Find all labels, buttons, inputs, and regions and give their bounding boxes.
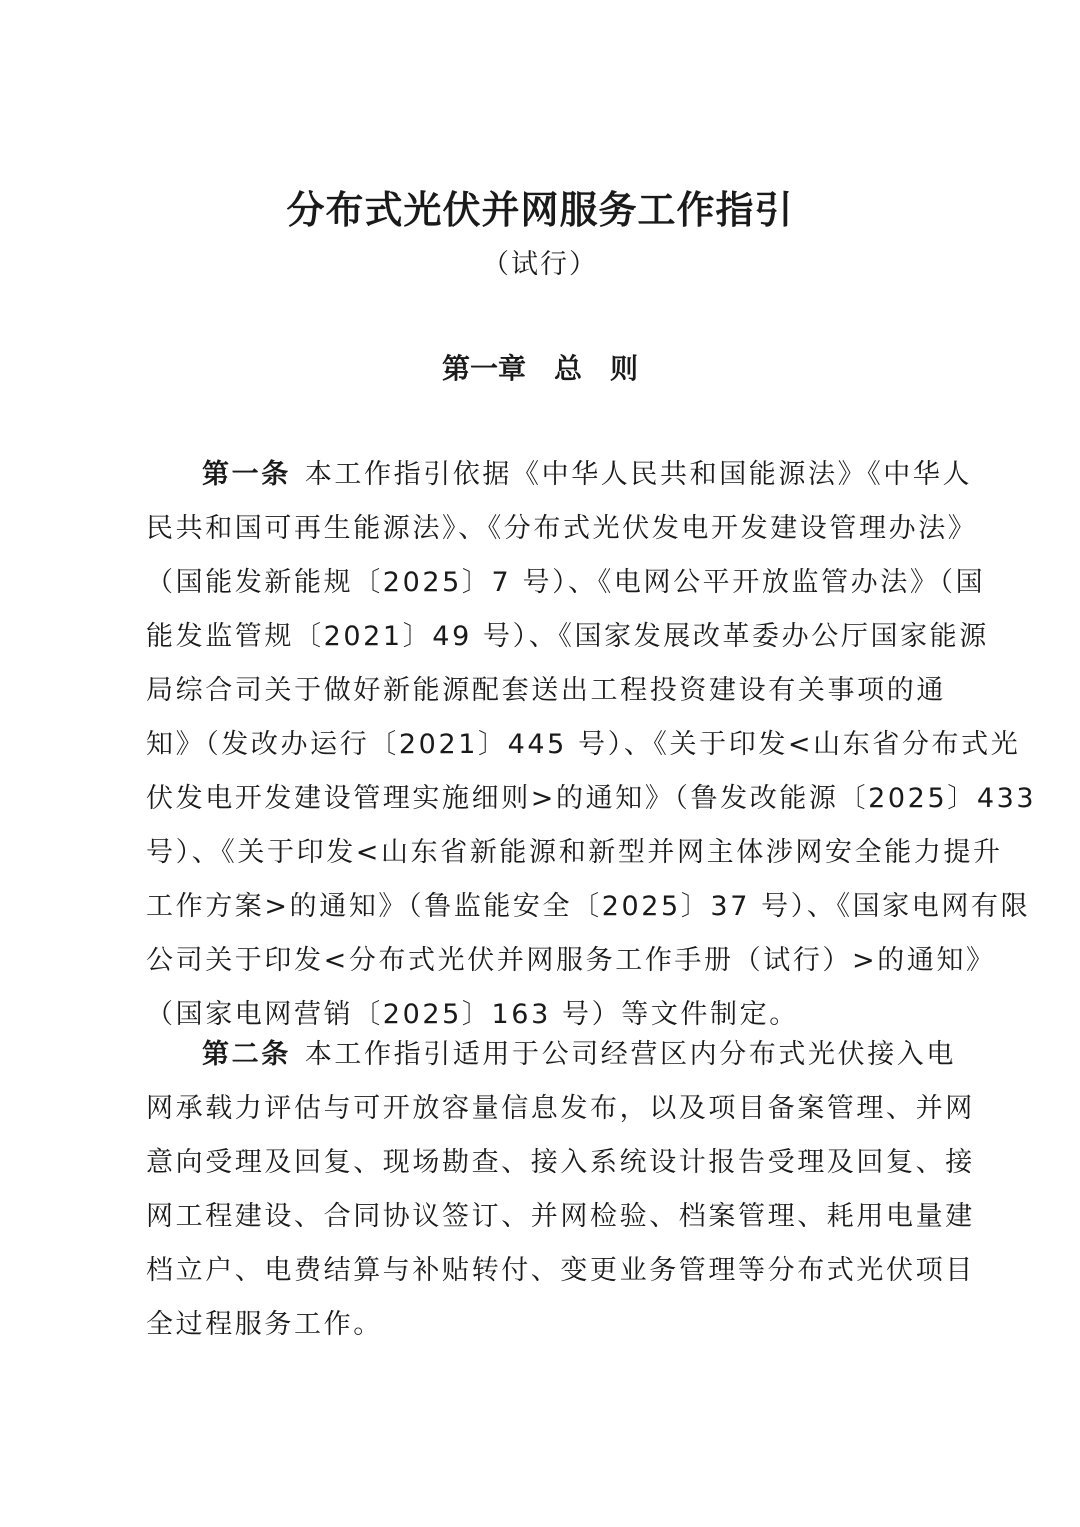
document-subtitle: （试行） xyxy=(482,249,598,280)
article-2-label: 第二条 xyxy=(202,1039,291,1070)
document-title: 分布式光伏并网服务工作指引 xyxy=(286,187,794,232)
article-1-line-11: （国家电网营销〔2025〕163 号）等文件制定。 xyxy=(146,999,799,1030)
article-2-line-6: 全过程服务工作。 xyxy=(146,1309,383,1340)
article-2-line-3: 意向受理及回复、现场勘查、接入系统设计报告受理及回复、接 xyxy=(146,1147,975,1178)
article-1-line-4: 能发监管规〔2021〕49 号）、《国家发展改革委办公厅国家能源 xyxy=(146,621,989,652)
article-1-label: 第一条 xyxy=(202,459,291,490)
article-1-line-9: 工作方案>的通知》（鲁监能安全〔2025〕37 号）、《国家电网有限 xyxy=(146,891,1031,922)
article-1-line-6: 知》（发改办运行〔2021〕445 号）、《关于印发<山东省分布式光 xyxy=(146,729,1021,760)
article-2-line-1-text: 本工作指引适用于公司经营区内分布式光伏接入电 xyxy=(304,1039,957,1070)
chapter-title: 第一章 总 则 xyxy=(441,352,638,385)
article-1 xyxy=(146,448,1037,1042)
article-2 xyxy=(146,1028,975,1352)
article-2-line-5: 档立户、电费结算与补贴转付、变更业务管理等分布式光伏项目 xyxy=(146,1255,975,1286)
article-2-line-4: 网工程建设、合同协议签订、并网检验、档案管理、耗用电量建 xyxy=(146,1201,975,1232)
article-1-line-2: 民共和国可再生能源法》、《分布式光伏发电开发建设管理办法》 xyxy=(146,513,978,544)
article-1-line-10: 公司关于印发<分布式光伏并网服务工作手册（试行）>的通知》 xyxy=(146,945,996,976)
article-1-line-1-text: 本工作指引依据《中华人民共和国能源法》《中华人 xyxy=(304,459,973,490)
article-1-line-7: 伏发电开发建设管理实施细则>的通知》（鲁发改能源〔2025〕433 xyxy=(146,783,1037,814)
article-1-line-3: （国能发新能规〔2025〕7 号）、《电网公平开放监管办法》（国 xyxy=(146,567,986,598)
article-2-line-1 xyxy=(146,1028,957,1082)
article-1-line-8: 号）、《关于印发<山东省新能源和新型并网主体涉网安全能力提升 xyxy=(146,837,1003,868)
article-1-line-1 xyxy=(146,448,973,502)
article-2-line-2: 网承载力评估与可开放容量信息发布，以及项目备案管理、并网 xyxy=(146,1093,975,1124)
article-1-line-5: 局综合司关于做好新能源配套送出工程投资建设有关事项的通 xyxy=(146,675,946,706)
